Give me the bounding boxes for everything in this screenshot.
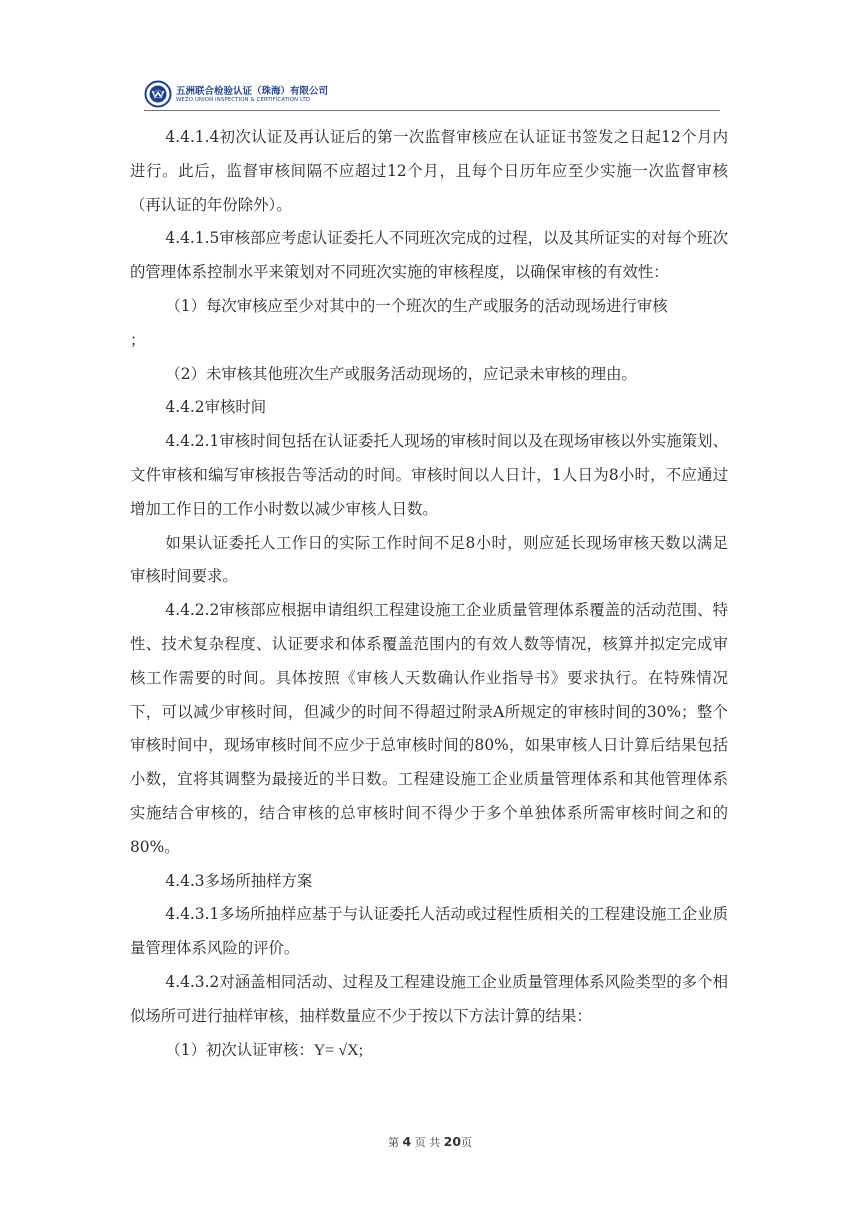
section-heading-4-4-3: 4.4.3多场所抽样方案 xyxy=(165,871,313,890)
formula-line xyxy=(130,1034,728,1068)
page-total: 20 xyxy=(443,1134,462,1149)
footer-suffix: 页 xyxy=(461,1136,473,1149)
formula-label: （1）初次认证审核： xyxy=(165,1040,314,1059)
list-item-1: （1）每次审核应至少对其中的一个班次的生产或服务的活动现场进行审核 xyxy=(165,296,668,315)
footer-prefix: 第 xyxy=(387,1136,399,1149)
page-footer xyxy=(0,1134,860,1150)
paragraph-4-4-3-2: 4.4.3.2对涵盖相同活动、过程及工程建设施工企业质量管理体系风险类型的多个相似场所可进行抽样审核，抽样数量应不少于按以下方法计算的结果： xyxy=(130,972,728,1025)
document-body xyxy=(130,121,728,1067)
company-name-cn: 五洲联合检验认证（珠海）有限公司 xyxy=(176,86,329,97)
page-header xyxy=(144,78,720,112)
header-divider xyxy=(144,110,720,111)
sampling-formula: Y= √X; xyxy=(313,1041,364,1059)
paragraph-4-4-2-2: 4.4.2.2审核部应根据申请组织工程建设施工企业质量管理体系覆盖的活动范围、特性、技术复杂程度、认证要求和体系覆盖范围内的有效人数等情况，核算并拟定完成审核工作需要的时间。具体按照《审核人天数确认作业指导书》要求执行。在特殊情况下，可以减少审核时间，但减少的时间不得超过附录A所规定的审核时间的30%；整个审核时间中，现场审核时间不应少于总审核时间的80%，如果审核人日计算后结果包括小数，宜将其调整为最接近的半日数。工程建设施工企业质量管理体系和其他管理体系实施结合审核的，结合审核的总审核时间不得少于多个单独体系所需审核时间之和的80%。 xyxy=(130,601,728,856)
section-heading-4-4-2: 4.4.2审核时间 xyxy=(165,398,267,417)
page-number: 4 xyxy=(402,1134,412,1149)
footer-mid: 页 共 xyxy=(414,1136,441,1149)
list-item-2: （2）未审核其他班次生产或服务活动现场的，应记录未审核的理由。 xyxy=(165,364,637,383)
paragraph-4-4-2-1: 4.4.2.1审核时间包括在认证委托人现场的审核时间以及在现场审核以外实施策划、文件审核和编写审核报告等活动的时间。审核时间以人日计，1人日为8小时，不应通过增加工作日的工作小时数以减少审核人日数。 xyxy=(130,432,728,518)
paragraph-4-4-3-1: 4.4.3.1多场所抽样应基于与认证委托人活动或过程性质相关的工程建设施工企业质量管理体系风险的评价。 xyxy=(130,905,728,958)
list-item-1-continuation: ； xyxy=(130,330,146,349)
paragraph-4-4-1-5: 4.4.1.5审核部应考虑认证委托人不同班次完成的过程，以及其所证实的对每个班次的管理体系控制水平来策划对不同班次实施的审核程度，以确保审核的有效性： xyxy=(130,229,728,282)
paragraph-work-time: 如果认证委托人工作日的实际工作时间不足8小时，则应延长现场审核天数以满足审核时间要求。 xyxy=(130,533,728,586)
paragraph-4-4-1-4: 4.4.1.4初次认证及再认证后的第一次监督审核应在认证证书签发之日起12个月内进行。此后，监督审核间隔不应超过12个月，且每个日历年应至少实施一次监督审核（再认证的年份除外）。 xyxy=(130,128,728,214)
company-name-en: WEZO UNION INSPECTION & CERTIFICATION LTD xyxy=(176,97,310,103)
company-logo xyxy=(144,80,172,108)
